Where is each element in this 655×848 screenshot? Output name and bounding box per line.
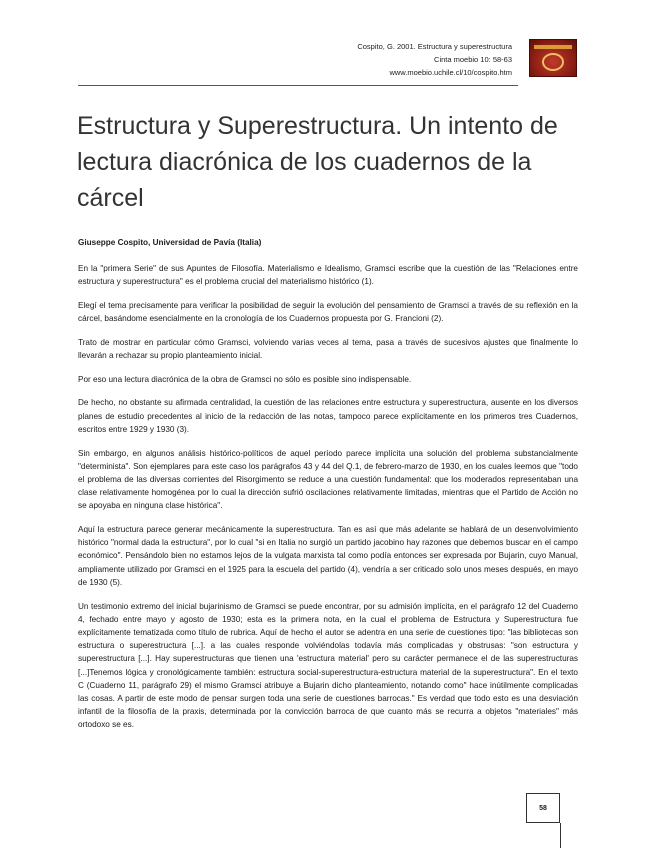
paragraph: Sin embargo, en algunos análisis histórico-políticos de aquel período parece implícita una solución del problema substancialmente "determinista". Son ejemplares para este caso los parágrafos 43 y 44 del Q.1, de febrero-marzo de 1930, en los cuales leemos que "todo el problema de las diversas corrientes del Risorgimento se reduce a una cuestión fundamental: que los moderados representaban una clase relativamente homogénea por lo cual la dirección sufrió oscilaciones relativamente limitadas, mientras que el Partido de Acción no se apoyaba en ninguna clase histórica". (78, 448, 578, 511)
article-body (78, 262, 578, 742)
page-number-rule (560, 823, 561, 848)
author-line: Giuseppe Cospito, Universidad de Pavía (Italia) (78, 238, 262, 247)
paragraph: De hecho, no obstante su afirmada centralidad, la cuestión de las relaciones entre estructura y superestructura, ausente en los diversos planes de estudio precedentes al inicio de la redacción de las notas, tampoco parece explícitamente en los primeros tres Cuadernos, escritos entre 1929 y 1930 (3). (78, 398, 578, 434)
journal-logo (529, 39, 577, 77)
paragraph: Un testimonio extremo del inicial bujarinismo de Gramsci se puede encontrar, por su admisión implícita, en el parágrafo 12 del Cuaderno 4, fechado entre mayo y agosto de 1930; esta es la primera nota, en la cual el problema de Estructura y Superestructura fue explícitamente tematizada como título de rubrica. Aquí de hecho el autor se adentra en una serie de cuestiones tipo: "las bibliotecas son estructura o superestructura [...]. a las cuales responde volviéndolas todavía más complicadas y obstrusas: "son estructura y superestructura [...]. Hay superestructuras que tienen una 'estructura material' pero su carácter permanece el de las superestructuras [...]Tenemos lógica y cronológicamente también: estructura social-superestructura-estructura material de la superestructura". En el texto C (Cuaderno 11, parágrafo 29) el mismo Gramsci atribuye a Bujarin dicho planteamiento, notando como" hace inútilmente complicadas las cosas. A partir de este modo de pensar surgen toda una serie de cuestiones barrocas." Es verdad que todo esto es una desviación infantil de la filosofía de la praxis, determinada por la convicción barroca de que cuanto más se recurra a objetos "materiales" más ortodoxo se es. (78, 601, 578, 730)
paragraph: Trato de mostrar en particular cómo Gramsci, volviendo varias veces al tema, pasa a través de sucesivos ajustes que finalmente lo llevarán a rechazar su propio planteamiento inicial. (78, 337, 578, 361)
journal-line: Cinta moebio 10: 58-63 (434, 55, 512, 64)
paragraph: En la "primera Serie" de sus Apuntes de Filosofía. Materialismo e Idealismo, Gramsci escribe que la cuestión de las "Relaciones entre estructura y superestructura" es el problema crucial del materialismo histórico (1). (78, 264, 578, 287)
header-divider (78, 85, 518, 86)
header-citation-block (212, 40, 512, 79)
page-number: 58 (526, 793, 560, 823)
paragraph: Elegí el tema precisamente para verificar la posibilidad de seguir la evolución del pensamiento de Gramsci a través de su reflexión en la cárcel, basándome esencialmente en la cronología de los Cuadernos propuesta por G. Francioni (2). (78, 300, 578, 324)
paragraph: Aquí la estructura parece generar mecánicamente la superestructura. Tan es así que más adelante se hablará de un desenvolvimiento histórico "normal dada la estructura", por lo cual "si en Italia no surgió un partido jacobino hay razones que debemos buscar en el campo económico". Pensándolo bien no estamos lejos de la vulgata marxista tal como podía entonces ser expresada por Bujarin, cuyo Manual, ampliamente utilizado por Gramsci en el 1925 para la escuela del partido (4), vendría a ser criticado solo unos meses después, en mayo de 1930 (5). (78, 525, 578, 587)
citation-line: Cospito, G. 2001. Estructura y superestructura (357, 42, 512, 51)
paragraph: Por eso una lectura diacrónica de la obra de Gramsci no sólo es posible sino indispensable. (78, 374, 412, 384)
article-title: Estructura y Superestructura. Un intento de lectura diacrónica de los cuadernos de la cárcel (77, 112, 558, 212)
url-line[interactable]: www.moebio.uchile.cl/10/cospito.htm (389, 68, 512, 77)
